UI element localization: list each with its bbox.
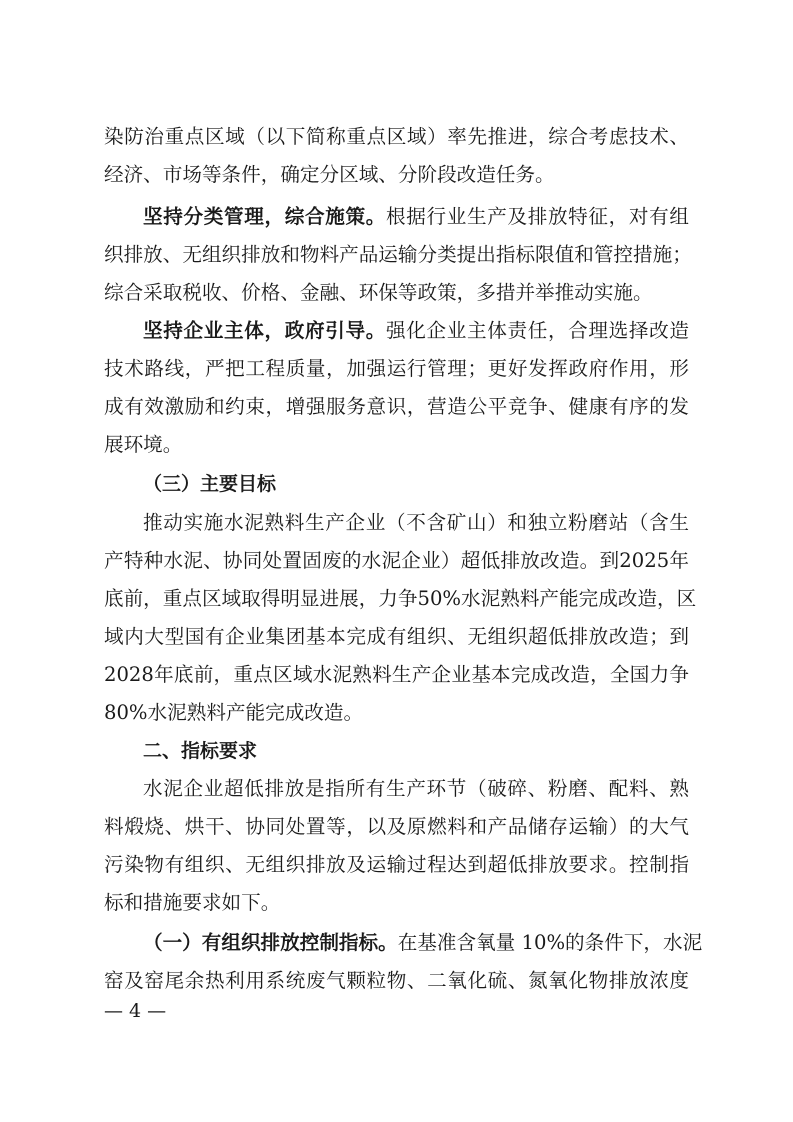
chapter-heading: 二、指标要求 bbox=[143, 740, 258, 762]
text-line: 综合采取税收、价格、金融、环保等政策，多措并举推动实施。 bbox=[104, 281, 653, 304]
text-line: 推动实施水泥熟料生产企业（不含矿山）和独立粉磨站（含生 bbox=[143, 511, 689, 534]
paragraph-lead-line: 坚持分类管理，综合施策。根据行业生产及排放特征，对有组 bbox=[143, 205, 690, 228]
paragraph-lead-line: （一）有组织排放控制指标。在基准含氧量 10%的条件下，水泥 bbox=[143, 931, 703, 954]
page-number: — 4 — bbox=[104, 1000, 167, 1022]
text-line: 2028年底前，重点区域水泥熟料生产企业基本完成改造，全国力争 bbox=[104, 663, 689, 686]
text-line: 水泥企业超低排放是指所有生产环节（破碎、粉磨、配料、熟 bbox=[143, 777, 689, 800]
text-line: 窑及窑尾余热利用系统废气颗粒物、二氧化硫、氮氧化物排放浓度 bbox=[104, 969, 689, 992]
text-line: 技术路线，严把工程质量，加强运行管理；更好发挥政府作用，形 bbox=[104, 357, 689, 380]
lead-heading: 坚持企业主体，政府引导。 bbox=[143, 319, 386, 342]
text-line: 80%水泥熟料产能完成改造。 bbox=[104, 701, 364, 724]
text-line: 染防治重点区域（以下简称重点区域）率先推进，综合考虑技术、 bbox=[104, 125, 689, 148]
text-line: 料煅烧、烘干、协同处置等，以及原燃料和产品储存运输）的大气 bbox=[104, 815, 689, 838]
text-line: 织排放、无组织排放和物料产品运输分类提出指标限值和管控措施； bbox=[104, 243, 692, 266]
lead-heading: 坚持分类管理，综合施策。 bbox=[143, 205, 386, 228]
text-line: 成有效激励和约束，增强服务意识，营造公平竞争、健康有序的发 bbox=[104, 395, 689, 418]
text-line: 底前，重点区域取得明显进展，力争50%水泥熟料产能完成改造，区 bbox=[104, 587, 697, 610]
text-line: 展环境。 bbox=[104, 433, 183, 456]
paragraph-lead-line: 坚持企业主体，政府引导。强化企业主体责任，合理选择改造 bbox=[143, 319, 690, 342]
section-heading: （三）主要目标 bbox=[143, 473, 277, 495]
text-line: 经济、市场等条件，确定分区域、分阶段改造任务。 bbox=[104, 163, 555, 186]
lead-heading: （一）有组织排放控制指标。 bbox=[143, 931, 398, 954]
text-line: 域内大型国有企业集团基本完成有组织、无组织超低排放改造；到 bbox=[104, 625, 689, 648]
text-line: 污染物有组织、无组织排放及运输过程达到超低排放要求。控制指 bbox=[104, 853, 689, 876]
text-line: 标和措施要求如下。 bbox=[104, 891, 281, 914]
text-line: 产特种水泥、协同处置固废的水泥企业）超低排放改造。到2025年 bbox=[104, 549, 689, 572]
